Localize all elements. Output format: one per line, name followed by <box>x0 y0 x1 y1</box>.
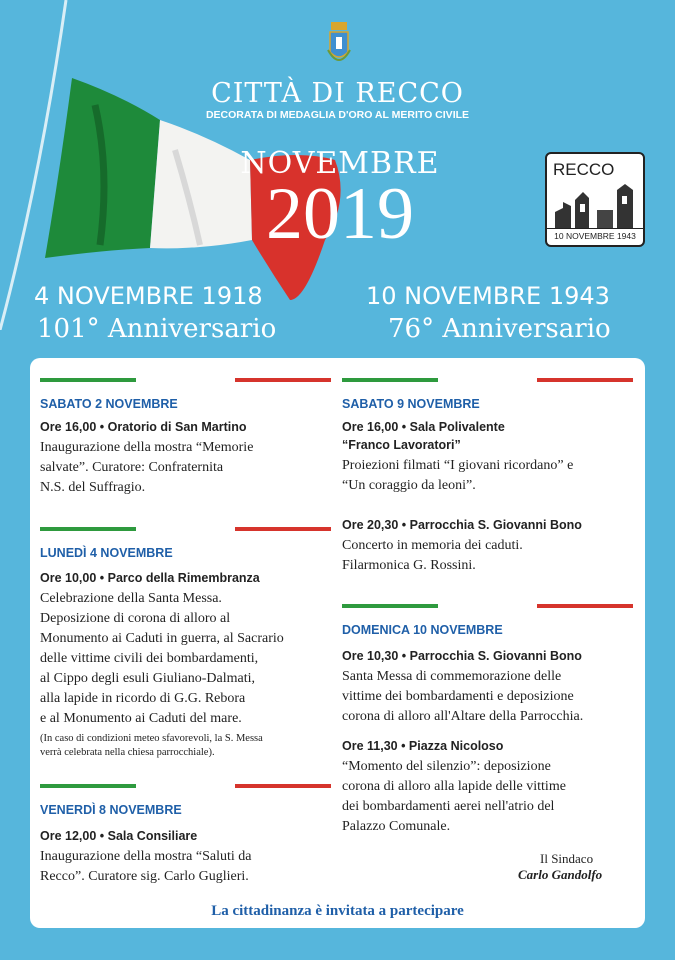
event-line: Monumento ai Caduti in guerra, al Sacrario <box>40 631 284 646</box>
event-line: Inaugurazione della mostra “Saluti da <box>40 849 252 864</box>
event-line: Inaugurazione della mostra “Memorie <box>40 440 254 455</box>
event-title: Ore 16,00 • Oratorio di San Martino <box>40 420 247 434</box>
event-line: Proiezioni filmati “I giovani ricordano” e <box>342 458 574 473</box>
day-heading: DOMENICA 10 NOVEMBRE <box>342 623 503 637</box>
event-line: vittime dei bombardamenti e deposizione <box>342 689 574 704</box>
event-line: delle vittime civili dei bombardamenti, <box>40 651 259 666</box>
event-line: e al Monumento ai Caduti del mare. <box>40 711 242 726</box>
event-title: Ore 10,00 • Parco della Rimembranza <box>40 571 260 585</box>
event-description <box>40 438 253 498</box>
day-heading: SABATO 2 NOVEMBRE <box>40 397 178 411</box>
year-title: 2019 <box>266 173 414 255</box>
event-line: corona di alloro all'Altare della Parrocchia. <box>342 709 584 724</box>
day-heading: LUNEDÌ 4 NOVEMBRE <box>40 546 173 560</box>
anniversary-1918-label: 101° Anniversario <box>37 314 277 344</box>
event-line: Celebrazione della Santa Messa. <box>40 591 222 606</box>
tricolor-divider <box>342 378 633 382</box>
anniversary-1943-label: 76° Anniversario <box>388 314 611 344</box>
event-line: corona di alloro alla lapide delle vittime <box>342 779 566 794</box>
event-line: al Cippo degli esuli Giuliano-Dalmati, <box>40 671 256 686</box>
event-line: Filarmonica G. Rossini. <box>342 558 476 573</box>
event-line: Deposizione di corona di alloro al <box>40 611 231 626</box>
event-description <box>342 456 573 496</box>
day-heading: SABATO 9 NOVEMBRE <box>342 397 480 411</box>
event-description <box>342 667 583 727</box>
event-line: salvate”. Curatore: Confraternita <box>40 460 224 475</box>
tricolor-divider <box>342 604 633 608</box>
event-line: dei bombardamenti aerei nell'atrio del <box>342 799 555 814</box>
event-description <box>342 757 566 837</box>
event-line: “Un coraggio da leoni”. <box>342 478 476 493</box>
anniversary-1943-date: 10 NOVEMBRE 1943 <box>366 282 610 310</box>
tricolor-divider <box>40 527 331 531</box>
event-line: Concerto in memoria dei caduti. <box>342 538 523 553</box>
signature-role: Il Sindaco <box>540 851 594 866</box>
event-line: Palazzo Comunale. <box>342 819 451 834</box>
event-title: Ore 11,30 • Piazza Nicoloso <box>342 739 504 753</box>
anniversary-1918-date: 4 NOVEMBRE 1918 <box>34 282 263 310</box>
event-line: N.S. del Suffragio. <box>40 480 146 495</box>
badge-title: RECCO <box>553 160 615 179</box>
recco-badge <box>545 152 645 247</box>
event-line: alla lapide in ricordo di G.G. Rebora <box>40 691 246 706</box>
footer-invitation: La cittadinanza è invitata a partecipare <box>211 903 464 919</box>
weather-note <box>40 732 263 760</box>
event-description <box>40 847 251 887</box>
event-title: Ore 16,00 • Sala Polivalente <box>342 420 505 434</box>
badge-date: 10 NOVEMBRE 1943 <box>547 228 643 241</box>
city-title: CITTÀ DI RECCO <box>211 78 464 109</box>
event-description <box>40 589 284 729</box>
event-title: Ore 20,30 • Parrocchia S. Giovanni Bono <box>342 518 582 532</box>
city-subtitle: DECORATA DI MEDAGLIA D'ORO AL MERITO CIVILE <box>205 109 470 121</box>
event-venue: “Franco Lavoratori” <box>342 438 461 452</box>
ruins-icon <box>553 182 639 228</box>
tricolor-divider <box>40 784 331 788</box>
event-description <box>342 536 523 576</box>
month-title: NOVEMBRE <box>240 146 440 181</box>
signature-name: Carlo Gandolfo <box>518 867 603 882</box>
day-heading: VENERDÌ 8 NOVEMBRE <box>40 803 182 817</box>
note-line: verrà celebrata nella chiesa parrocchiale). <box>40 747 215 758</box>
tricolor-divider <box>40 378 331 382</box>
event-title: Ore 12,00 • Sala Consiliare <box>40 829 198 843</box>
event-line: Santa Messa di commemorazione delle <box>342 669 562 684</box>
note-line: (In caso di condizioni meteo sfavorevoli, la S. Messa <box>40 733 263 744</box>
event-line: Recco”. Curatore sig. Carlo Guglieri. <box>40 869 249 884</box>
event-title: Ore 10,30 • Parrocchia S. Giovanni Bono <box>342 649 582 663</box>
coat-of-arms-icon <box>326 20 352 72</box>
event-line: “Momento del silenzio”: deposizione <box>342 759 551 774</box>
